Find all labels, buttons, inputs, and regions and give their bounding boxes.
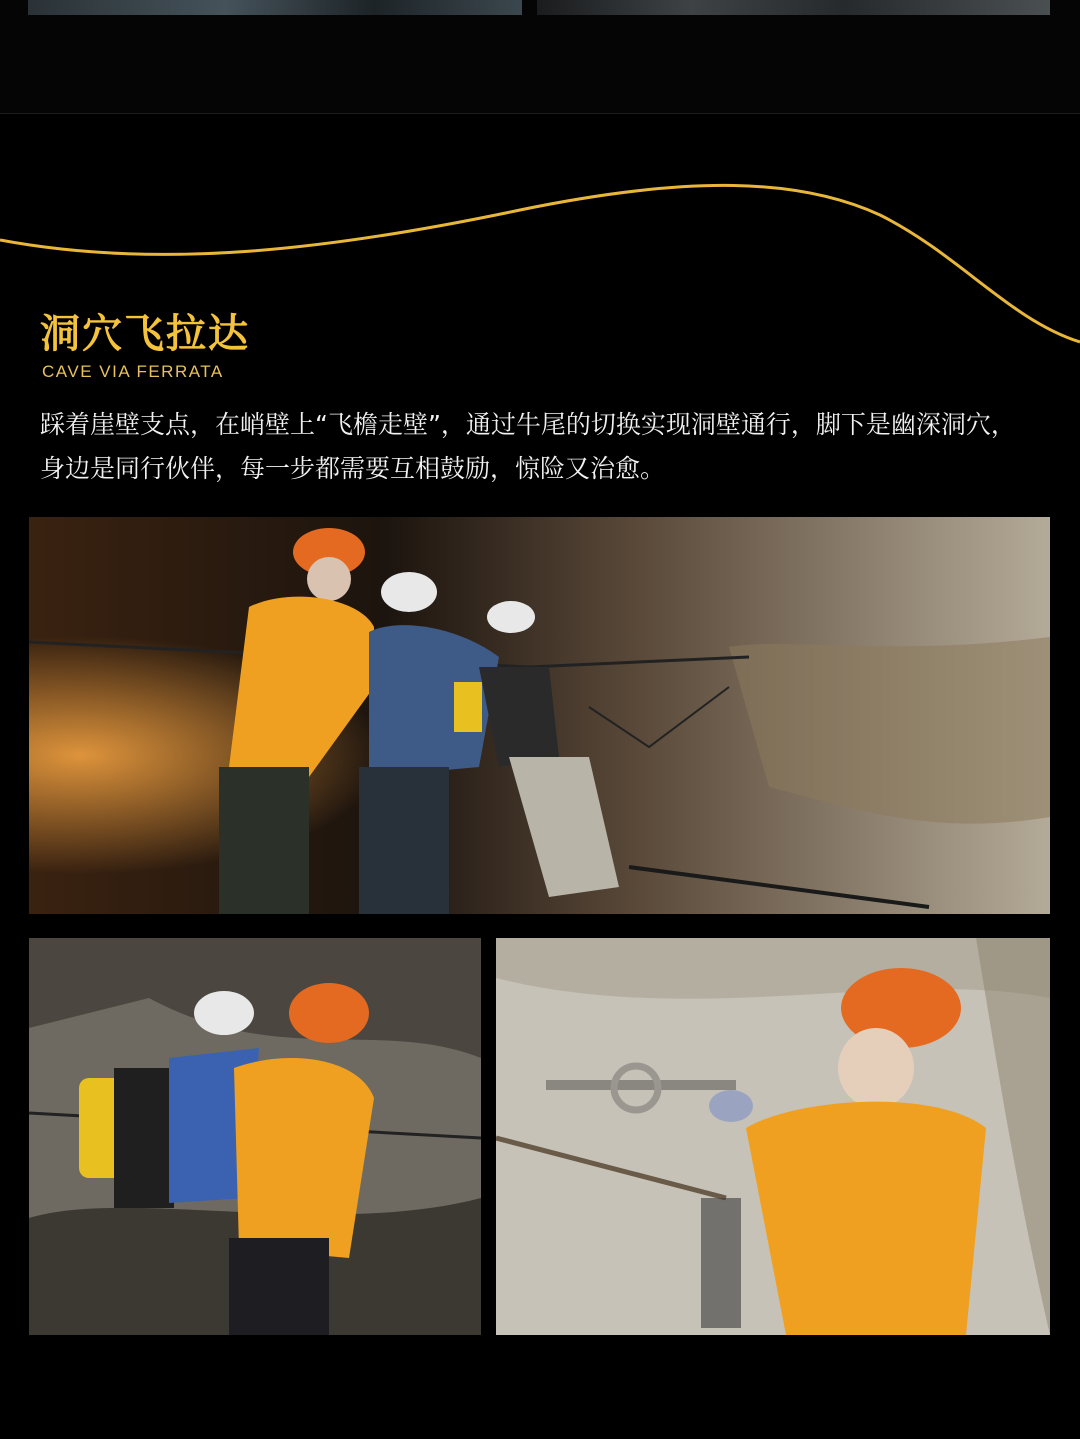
previous-section-strip — [0, 0, 1080, 113]
section-description: 踩着崖壁支点，在峭壁上“飞檐走壁”，通过牛尾的切换实现洞壁通行，脚下是幽深洞穴，身边是同行伙伴，每一步都需要互相鼓励，惊险又治愈。 — [40, 410, 1016, 483]
previous-photo-right — [537, 0, 1050, 15]
helmet-team-photo — [29, 938, 481, 1335]
section-subtitle: CAVE VIA FERRATA — [42, 362, 224, 381]
section-title: 洞穴飞拉达 — [40, 311, 250, 357]
climber-carabiner-photo — [496, 938, 1050, 1335]
previous-photo-left — [28, 0, 522, 15]
section-divider — [0, 113, 1080, 114]
group-traverse-photo — [29, 517, 1050, 914]
